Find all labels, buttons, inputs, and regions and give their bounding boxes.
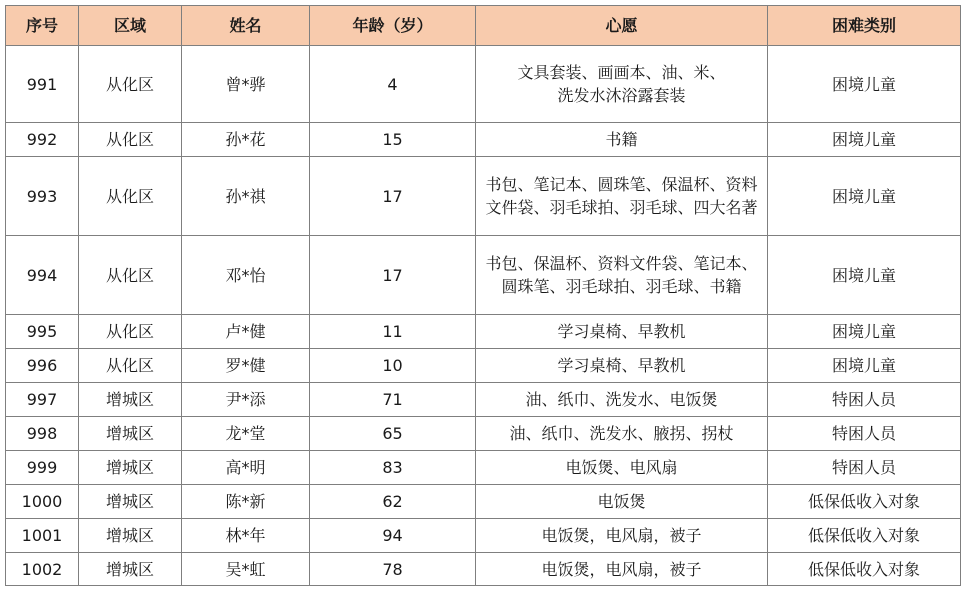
header-age: 年龄（岁） [310,6,476,46]
cell-area: 从化区 [79,236,182,315]
cell-age: 10 [310,349,476,383]
cell-area: 从化区 [79,349,182,383]
header-row [6,6,961,46]
cell-area: 从化区 [79,46,182,123]
cell-name: 高*明 [182,451,310,485]
cell-area: 从化区 [79,315,182,349]
cell-age: 83 [310,451,476,485]
cell-name: 陈*新 [182,485,310,519]
cell-wish: 油、纸巾、洗发水、腋拐、拐杖 [476,417,768,451]
cell-name: 曾*骅 [182,46,310,123]
cell-name: 孙*花 [182,123,310,157]
wish-line: 圆珠笔、羽毛球拍、羽毛球、书籍 [501,277,742,296]
cell-area: 增城区 [79,417,182,451]
cell-seq: 993 [6,157,79,236]
cell-type: 低保低收入对象 [768,519,961,553]
cell-type: 低保低收入对象 [768,553,961,586]
cell-type: 困境儿童 [768,157,961,236]
cell-age: 62 [310,485,476,519]
cell-age: 17 [310,236,476,315]
cell-age: 15 [310,123,476,157]
table-row [6,383,961,417]
cell-type: 困境儿童 [768,349,961,383]
header-area: 区域 [79,6,182,46]
cell-name: 尹*添 [182,383,310,417]
cell-seq: 998 [6,417,79,451]
cell-type: 特困人员 [768,451,961,485]
cell-wish: 电饭煲、电风扇 [476,451,768,485]
header-name: 姓名 [182,6,310,46]
cell-wish: 学习桌椅、早教机 [476,349,768,383]
table-row [6,46,961,123]
table-row [6,157,961,236]
wish-line: 洗发水沐浴露套装 [557,86,686,105]
cell-type: 特困人员 [768,417,961,451]
cell-name: 龙*堂 [182,417,310,451]
cell-type: 困境儿童 [768,315,961,349]
cell-area: 增城区 [79,485,182,519]
cell-type: 困境儿童 [768,123,961,157]
cell-name: 罗*健 [182,349,310,383]
cell-age: 11 [310,315,476,349]
cell-type: 困境儿童 [768,236,961,315]
cell-seq: 996 [6,349,79,383]
cell-wish [476,157,768,236]
cell-seq: 1001 [6,519,79,553]
cell-age: 17 [310,157,476,236]
cell-area: 从化区 [79,123,182,157]
cell-seq: 1002 [6,553,79,586]
header-type: 困难类别 [768,6,961,46]
cell-wish [476,236,768,315]
table-row [6,123,961,157]
cell-age: 4 [310,46,476,123]
header-wish: 心愿 [476,6,768,46]
cell-name: 林*年 [182,519,310,553]
cell-wish: 学习桌椅、早教机 [476,315,768,349]
wish-line: 书包、笔记本、圆珠笔、保温杯、资料 [485,175,758,194]
cell-area: 增城区 [79,451,182,485]
cell-seq: 991 [6,46,79,123]
header-seq: 序号 [6,6,79,46]
wish-line: 文件袋、羽毛球拍、羽毛球、四大名著 [485,198,758,217]
cell-seq: 997 [6,383,79,417]
table-row [6,349,961,383]
cell-seq: 994 [6,236,79,315]
cell-seq: 1000 [6,485,79,519]
table-row [6,236,961,315]
table-row [6,417,961,451]
cell-name: 孙*祺 [182,157,310,236]
cell-age: 65 [310,417,476,451]
cell-seq: 995 [6,315,79,349]
cell-wish: 电饭煲 [476,485,768,519]
cell-area: 增城区 [79,383,182,417]
table-row [6,315,961,349]
cell-age: 78 [310,553,476,586]
wish-line: 书包、保温杯、资料文件袋、笔记本、 [485,254,758,273]
table-row [6,553,961,586]
wish-list-table [5,5,961,586]
cell-age: 71 [310,383,476,417]
cell-name: 卢*健 [182,315,310,349]
cell-area: 增城区 [79,553,182,586]
table-row [6,485,961,519]
cell-wish: 电饭煲，电风扇，被子 [476,519,768,553]
cell-age: 94 [310,519,476,553]
cell-area: 从化区 [79,157,182,236]
table-row [6,451,961,485]
cell-wish [476,46,768,123]
cell-type: 困境儿童 [768,46,961,123]
cell-type: 低保低收入对象 [768,485,961,519]
cell-type: 特困人员 [768,383,961,417]
cell-wish: 书籍 [476,123,768,157]
table-row [6,519,961,553]
cell-wish: 电饭煲，电风扇，被子 [476,553,768,586]
wish-line: 文具套装、画画本、油、米、 [517,63,726,82]
cell-area: 增城区 [79,519,182,553]
cell-wish: 油、纸巾、洗发水、电饭煲 [476,383,768,417]
cell-name: 吴*虹 [182,553,310,586]
cell-name: 邓*怡 [182,236,310,315]
cell-seq: 992 [6,123,79,157]
cell-seq: 999 [6,451,79,485]
